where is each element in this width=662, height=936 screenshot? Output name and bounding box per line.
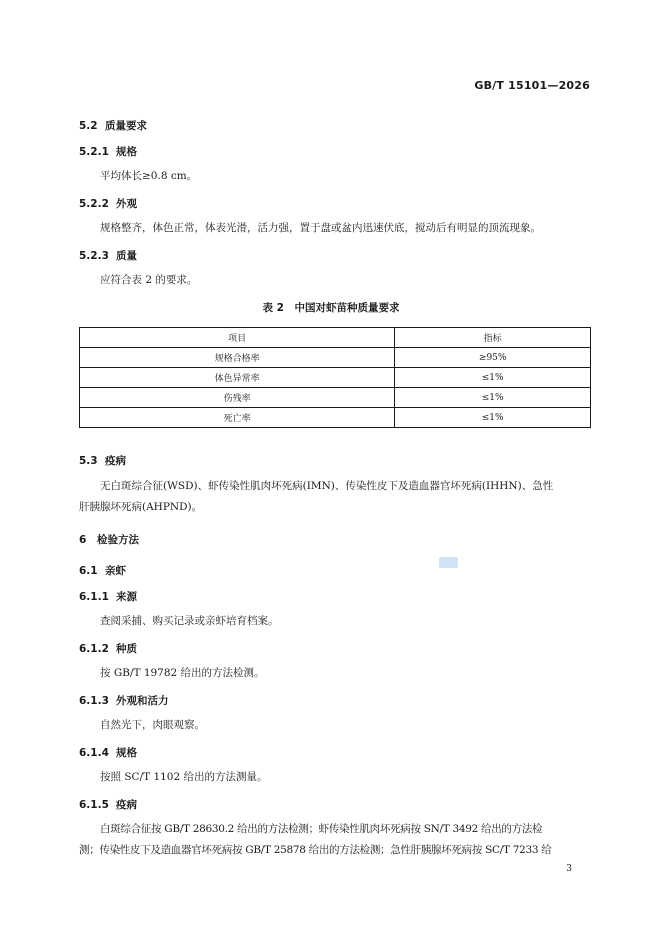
paragraph-6-1-5 — [79, 819, 591, 840]
heading-number: 6.1.4 — [79, 747, 109, 759]
paragraph-5-2-1: 平均体长≥0.8 cm。 — [100, 170, 198, 182]
heading-number: 6.1.3 — [79, 695, 109, 707]
standard-number: GB/T 15101—2026 — [474, 79, 590, 92]
table-row — [80, 348, 591, 368]
heading-6 — [79, 532, 139, 547]
heading-title: 种质 — [116, 643, 137, 655]
heading-title: 疫病 — [105, 455, 126, 467]
heading-title: 规格 — [116, 146, 137, 158]
heading-number: 5.2.1 — [79, 146, 109, 158]
heading-title: 质量 — [116, 250, 137, 262]
row-value: ≤1% — [395, 368, 591, 388]
row-value: ≥95% — [395, 348, 591, 368]
heading-6-1-3 — [79, 693, 169, 708]
table-row — [80, 368, 591, 388]
heading-5-2 — [79, 118, 147, 133]
paragraph-6-1-2: 按 GB/T 19782 给出的方法检测。 — [100, 667, 265, 679]
heading-6-1-1 — [79, 589, 137, 604]
heading-title: 外观和活力 — [116, 695, 169, 707]
heading-title: 亲虾 — [105, 565, 126, 577]
heading-5-3 — [79, 453, 126, 468]
paragraph-line: 白斑综合征按 GB/T 28630.2 给出的方法检测；虾传染性肌肉坏死病按 SN/T 3492 给出的方法检 — [100, 823, 543, 835]
row-item: 规格合格率 — [80, 348, 395, 368]
paragraph-5-2-3: 应符合表 2 的要求。 — [100, 274, 198, 286]
paragraph-line: 无白斑综合征(WSD)、虾传染性肌肉坏死病(IMN)、传染性皮下及造血器官坏死病(IHHN)、急性 — [100, 480, 554, 492]
paragraph-6-1-3: 自然光下，肉眼观察。 — [100, 719, 205, 731]
paragraph-6-1-1: 查阅采捕、购买记录或亲虾培育档案。 — [100, 615, 279, 627]
row-item: 体色异常率 — [80, 368, 395, 388]
heading-5-2-1 — [79, 144, 137, 159]
paragraph-5-2-2: 规格整齐，体色正常，体表光滑，活力强，置于盘或盆内迅速伏底，搅动后有明显的顶流现象。 — [100, 222, 541, 234]
heading-number: 6 — [79, 534, 87, 546]
paragraph-5-3-cont — [79, 497, 591, 518]
heading-title: 质量要求 — [105, 120, 147, 132]
paragraph-line: 测；传染性皮下及造血器官坏死病按 GB/T 25878 给出的方法检测；急性肝胰腺坏死病按 SC/T 7233 给 — [79, 844, 552, 856]
watermark-stamp — [439, 557, 458, 568]
row-value: ≤1% — [395, 388, 591, 408]
paragraph-5-3 — [79, 476, 591, 497]
heading-title: 外观 — [116, 198, 137, 210]
table-row — [80, 408, 591, 428]
heading-number: 5.2.3 — [79, 250, 109, 262]
heading-number: 6.1.1 — [79, 591, 109, 603]
heading-6-1 — [79, 563, 126, 578]
heading-title: 来源 — [116, 591, 137, 603]
paragraph-6-1-5-cont — [79, 840, 591, 861]
heading-title: 疫病 — [116, 799, 137, 811]
table-header-row — [80, 328, 591, 348]
heading-number: 6.1 — [79, 565, 98, 577]
row-item: 伤残率 — [80, 388, 395, 408]
paragraph-6-1-4: 按照 SC/T 1102 给出的方法测量。 — [100, 771, 268, 783]
header-item: 项目 — [80, 328, 395, 348]
heading-title: 规格 — [116, 747, 137, 759]
heading-number: 5.2 — [79, 120, 98, 132]
heading-number: 6.1.5 — [79, 799, 109, 811]
heading-number: 6.1.2 — [79, 643, 109, 655]
heading-title: 检验方法 — [97, 534, 139, 546]
table-caption: 表 2 中国对虾苗种质量要求 — [262, 302, 400, 314]
row-value: ≤1% — [395, 408, 591, 428]
heading-6-1-5 — [79, 797, 137, 812]
heading-5-2-2 — [79, 196, 137, 211]
quality-requirements-table — [79, 327, 591, 428]
heading-number: 5.2.2 — [79, 198, 109, 210]
page-number: 3 — [566, 864, 572, 874]
heading-5-2-3 — [79, 248, 137, 263]
heading-6-1-2 — [79, 641, 137, 656]
heading-number: 5.3 — [79, 455, 98, 467]
header-indicator: 指标 — [395, 328, 591, 348]
table-row — [80, 388, 591, 408]
heading-6-1-4 — [79, 745, 137, 760]
paragraph-line: 肝胰腺坏死病(AHPND)。 — [79, 501, 203, 513]
row-item: 死亡率 — [80, 408, 395, 428]
